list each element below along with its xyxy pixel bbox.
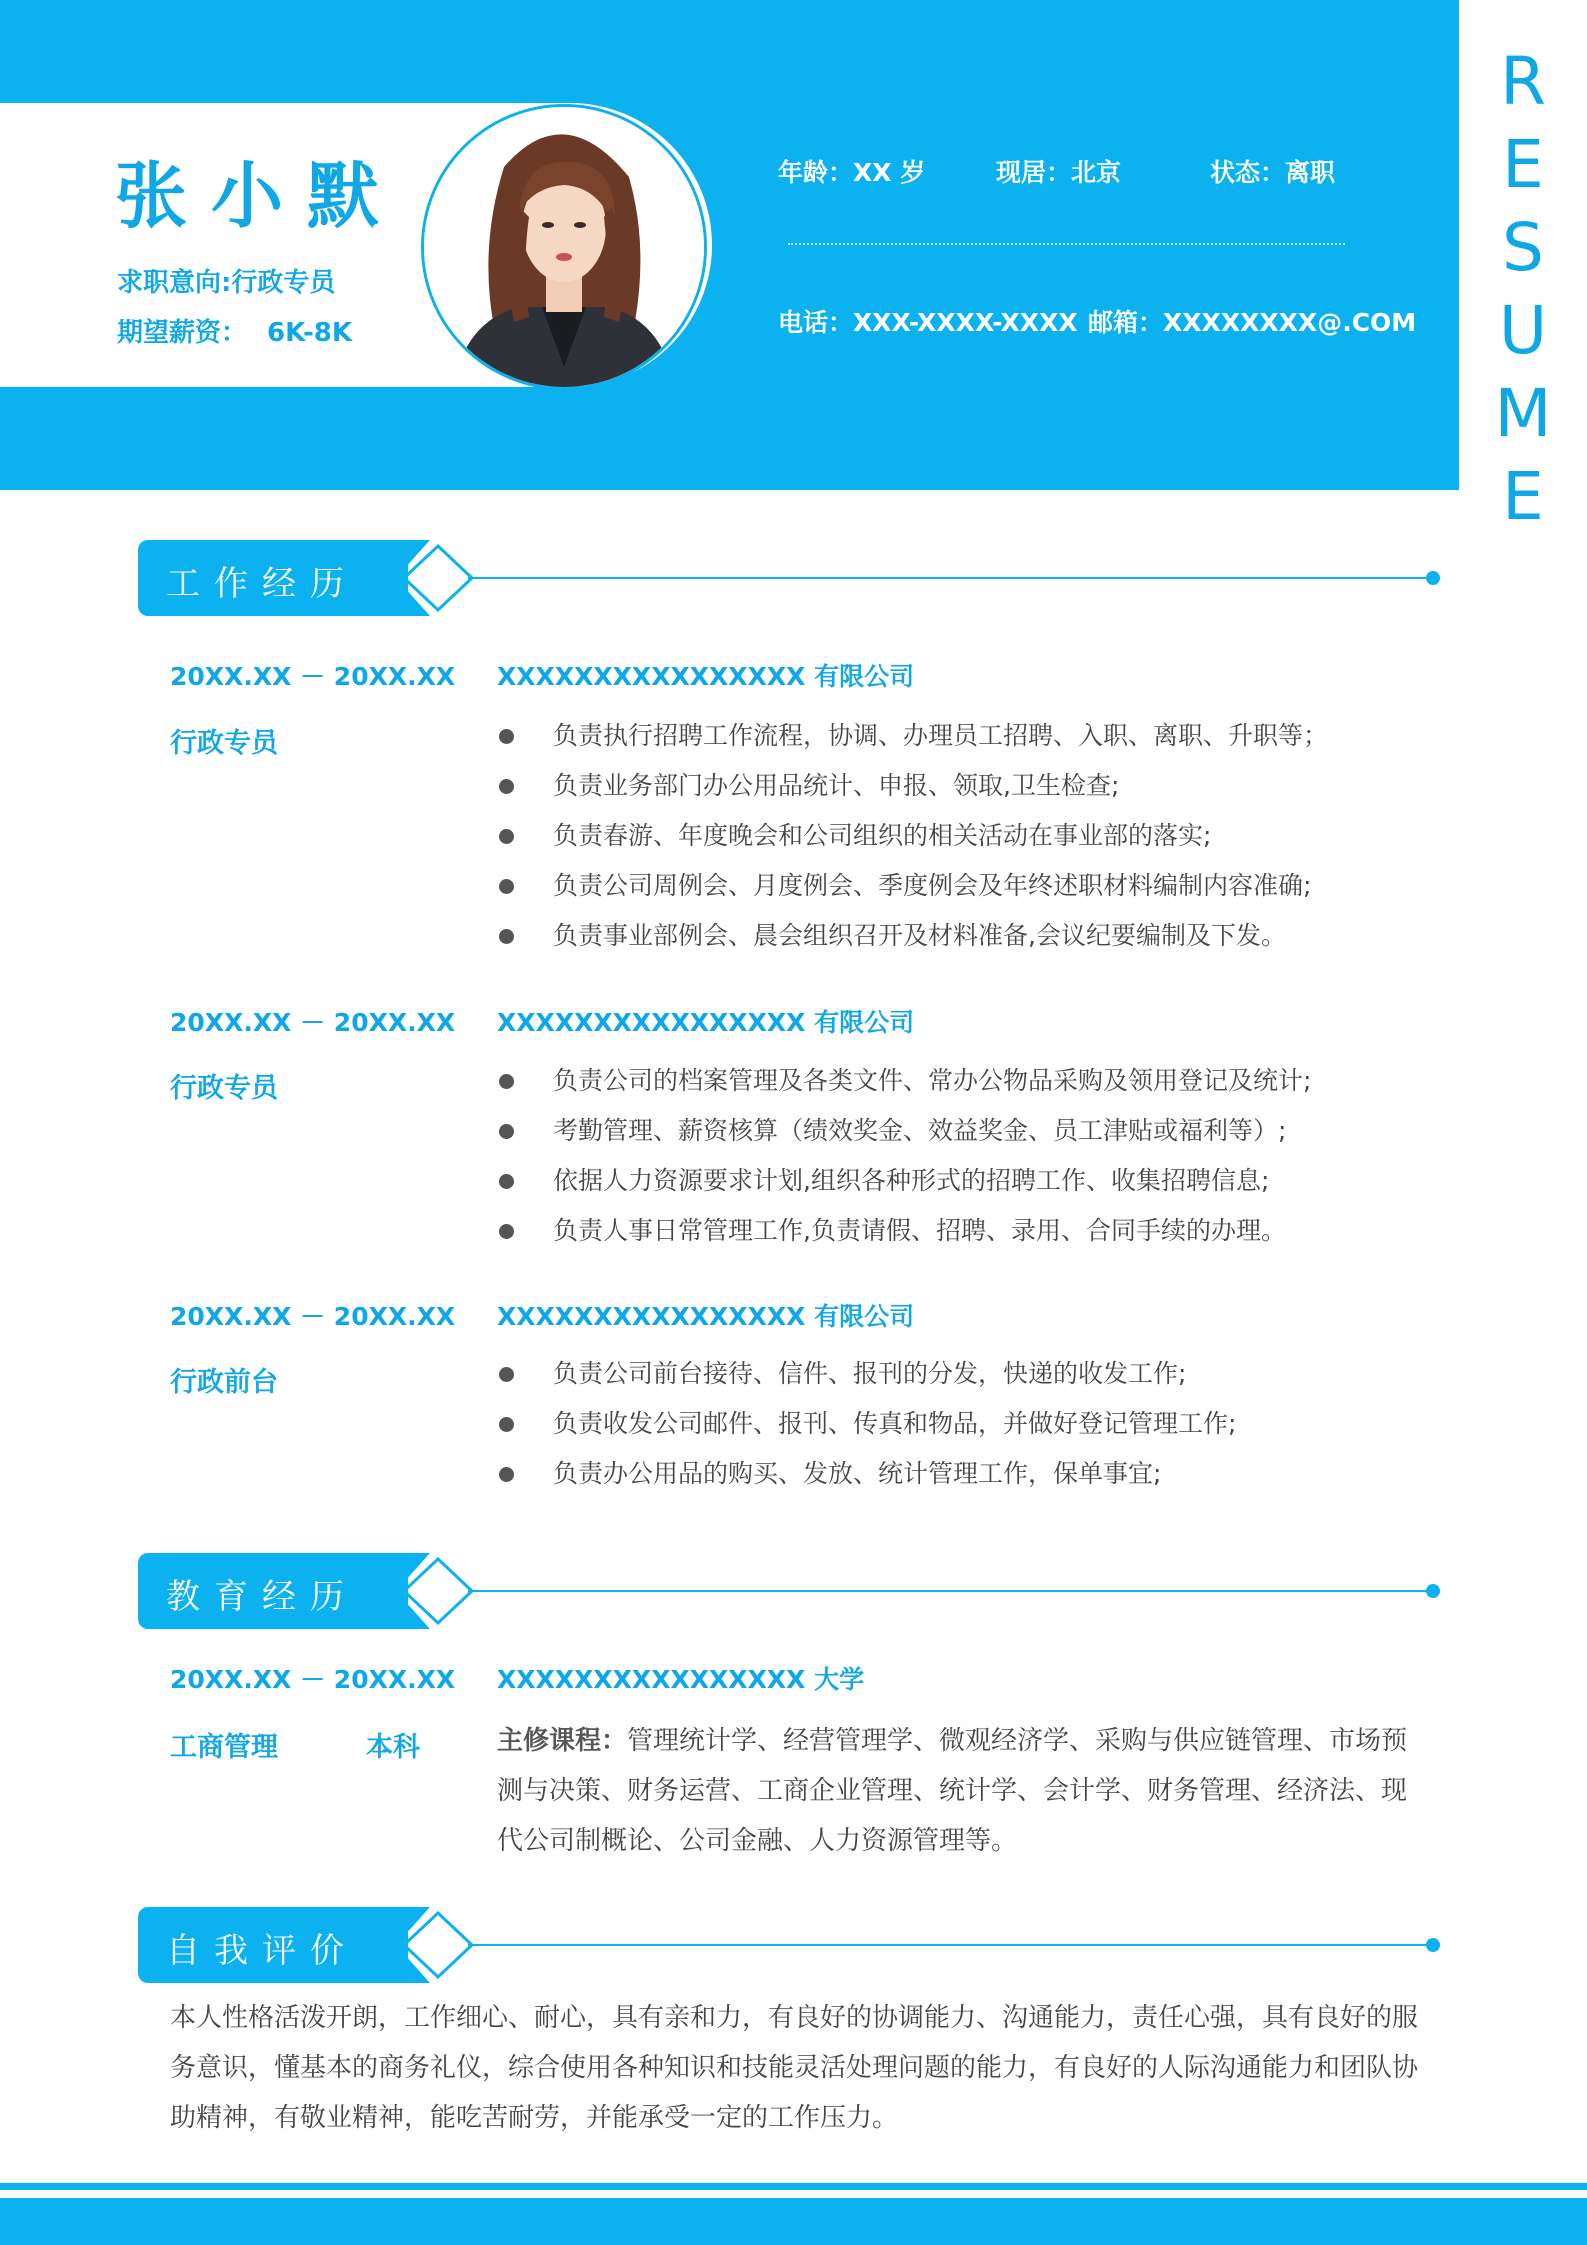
work-company: XXXXXXXXXXXXXXXX 有限公司: [497, 662, 915, 691]
courses-label: 主修课程：: [497, 1726, 628, 1756]
salary-label: 期望薪资：: [117, 318, 248, 348]
phone-field: 电话：XXX-XXXX-XXXX: [778, 308, 1078, 337]
work-role: 行政专员: [170, 1073, 278, 1104]
salary-value: 6K-8K: [267, 318, 353, 348]
section-header-work: [138, 540, 1448, 616]
section-title: 教育经历: [166, 1577, 358, 1617]
work-role: 行政专员: [170, 728, 278, 759]
work-date: 20XX.XX － 20XX.XX: [170, 662, 456, 691]
list-item: 负责执行招聘工作流程，协调、办理员工招聘、入职、离职、升职等；: [497, 711, 1328, 761]
section-header-education: [138, 1553, 1448, 1629]
avatar-portrait-icon: [424, 107, 704, 387]
job-intent: [117, 262, 335, 299]
status-field: 状态：离职: [1210, 158, 1336, 187]
list-item: 负责人事日常管理工作,负责请假、招聘、录用、合同手续的办理。: [497, 1206, 1311, 1256]
work-date: 20XX.XX － 20XX.XX: [170, 1302, 456, 1331]
section-rule: [468, 1590, 1428, 1592]
section-rule-dot: [1426, 1584, 1440, 1598]
list-item: 负责事业部例会、晨会组织召开及材料准备,会议纪要编制及下发。: [497, 911, 1328, 961]
info-divider: [788, 243, 1345, 245]
basic-info-row: [778, 153, 1335, 189]
list-item: 负责办公用品的购买、发放、统计管理工作，保单事宜;: [497, 1449, 1236, 1499]
list-item: 负责业务部门办公用品统计、申报、领取,卫生检查;: [497, 761, 1328, 811]
list-item: 负责公司的档案管理及各类文件、常办公物品采购及领用登记及统计;: [497, 1056, 1311, 1106]
education-date: 20XX.XX － 20XX.XX: [170, 1665, 456, 1694]
education-school: XXXXXXXXXXXXXXXX 大学: [497, 1665, 865, 1694]
email-field: 邮箱：XXXXXXXX@.COM: [1088, 308, 1417, 337]
education-courses: [497, 1716, 1422, 1866]
resume-vertical-title: RESUME: [1494, 43, 1552, 535]
job-intent-value: 行政专员: [231, 268, 336, 298]
courses-text: 管理统计学、经营管理学、微观经济学、采购与供应链管理、市场预测与决策、财务运营、工商企业管理、统计学、会计学、财务管理、经济法、现代公司制概论、公司金融、人力资源管理等。: [497, 1726, 1408, 1856]
candidate-name: 张小默: [115, 154, 404, 238]
work-company: XXXXXXXXXXXXXXXX 有限公司: [497, 1302, 915, 1331]
section-rule: [468, 1944, 1428, 1946]
work-duties-list: [497, 711, 1328, 961]
self-evaluation-text: 本人性格活泼开朗，工作细心、耐心，具有亲和力，有良好的协调能力、沟通能力，责任心强，具有良好的服务意识，懂基本的商务礼仪，综合使用各种知识和技能灵活处理问题的能力，有良好的人际沟通能力和团队协助精神，有敬业精神，能吃苦耐劳，并能承受一定的工作压力。: [170, 2003, 1419, 2133]
education-major: 工商管理: [170, 1732, 278, 1763]
footer-band: [0, 2198, 1587, 2245]
residence-field: 现居：北京: [996, 158, 1122, 187]
section-header-self-evaluation: [138, 1907, 1448, 1983]
job-intent-label: 求职意向:: [117, 268, 232, 298]
work-company: XXXXXXXXXXXXXXXX 有限公司: [497, 1008, 915, 1037]
list-item: 负责收发公司邮件、报刊、传真和物品，并做好登记管理工作;: [497, 1399, 1236, 1449]
list-item: 负责公司周例会、月度例会、季度例会及年终述职材料编制内容准确;: [497, 861, 1328, 911]
section-title: 工作经历: [166, 564, 358, 604]
section-rule: [468, 577, 1428, 579]
section-title: 自我评价: [166, 1931, 358, 1971]
expected-salary: [117, 312, 352, 349]
list-item: 依据人力资源要求计划,组织各种形式的招聘工作、收集招聘信息;: [497, 1156, 1311, 1206]
list-item: 负责春游、年度晚会和公司组织的相关活动在事业部的落实;: [497, 811, 1328, 861]
section-rule-dot: [1426, 1938, 1440, 1952]
avatar: [421, 104, 707, 390]
work-duties-list: [497, 1349, 1236, 1499]
education-degree: 本科: [366, 1732, 420, 1763]
contact-info-row: [778, 303, 1416, 339]
section-rule-dot: [1426, 571, 1440, 585]
list-item: 考勤管理、薪资核算（绩效奖金、效益奖金、员工津贴或福利等）;: [497, 1106, 1311, 1156]
work-role: 行政前台: [170, 1367, 278, 1398]
work-date: 20XX.XX － 20XX.XX: [170, 1008, 456, 1037]
footer-stripe: [0, 2183, 1587, 2190]
list-item: 负责公司前台接待、信件、报刊的分发，快递的收发工作;: [497, 1349, 1236, 1399]
age-field: 年龄：XX 岁: [778, 158, 926, 187]
work-duties-list: [497, 1056, 1311, 1256]
